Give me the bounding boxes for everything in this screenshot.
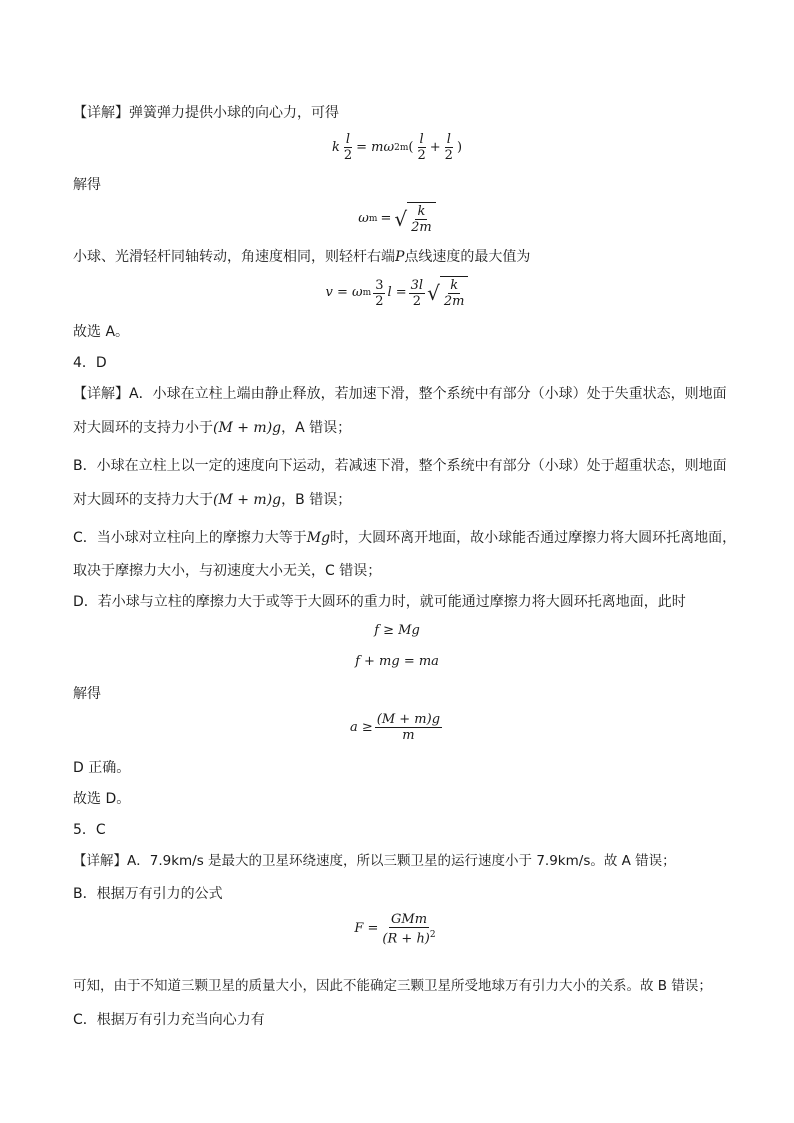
equation-friction: f ≥ Mg bbox=[374, 623, 420, 638]
equation-gravitation: F = $\frac{\text{GMm}}{(R + h)^2}$ bbox=[354, 912, 436, 947]
text-line: 解得 bbox=[73, 686, 101, 702]
text-line: 【详解】A．小球在立柱上端由静止释放，若加速下滑，整个系统中有部分（小球）处于失重状态，则地面 bbox=[73, 386, 727, 402]
text-line: B．根据万有引力的公式 bbox=[73, 886, 223, 902]
answer-number: 5．C bbox=[73, 822, 106, 838]
equation-omega: ω m = √ $\frac{k}{2m}$ bbox=[0, 202, 794, 236]
text-line: 对大圆环的支持力小于(M + m)g，A 错误； bbox=[73, 420, 352, 436]
text-line: 故选 A。 bbox=[73, 324, 130, 340]
equation-acceleration: a ≥ $\frac{(M + m)g}{m}$ bbox=[349, 712, 441, 743]
text-line: 解得 bbox=[73, 177, 101, 193]
text-line: 可知，由于不知道三颗卫星的质量大小，因此不能确定三颗卫星所受地球万有引力大小的关系。故 B 错误； bbox=[73, 978, 712, 994]
text-line: D 正确。 bbox=[73, 760, 131, 776]
text-line: 取决于摩擦力大小，与初速度大小无关，C 错误； bbox=[73, 563, 382, 579]
text-line: D．若小球与立柱的摩擦力大于或等于大圆环的重力时，就可能通过摩擦力将大圆环托离地面，此时 bbox=[73, 594, 686, 610]
text-line: 【详解】弹簧弹力提供小球的向心力，可得 bbox=[73, 105, 339, 121]
answer-number: 4．D bbox=[73, 355, 107, 371]
text-line: 对大圆环的支持力大于(M + m)g，B 错误； bbox=[73, 492, 352, 508]
text-line: 【详解】A．7.9km/s 是最大的卫星环绕速度，所以三颗卫星的运行速度小于 7.9km/s。故 A 错误； bbox=[73, 853, 676, 869]
text-line: C．根据万有引力充当向心力有 bbox=[73, 1012, 265, 1028]
text-line: C．当小球对立柱向上的摩擦力大等于Mg时，大圆环离开地面，故小球能否通过摩擦力将大圆环托离地面， bbox=[73, 530, 737, 546]
equation-spring-force: k $\frac{l}{2}$ = mω 2 m ( $\frac{l}{2}$ + $\frac{l}{2}$ ) bbox=[331, 132, 463, 163]
text-line: B．小球在立柱上以一定的速度向下运动，若减速下滑，整个系统中有部分（小球）处于超重状态，则地面 bbox=[73, 458, 727, 474]
text-line: 小球、光滑轻杆同轴转动，角速度相同，则轻杆右端P点线速度的最大值为 bbox=[73, 249, 531, 265]
equation-velocity: v = ω m $\frac{3}{2}$ l = $\frac{3l}{2}$ √ $\frac{k}{2m}$ bbox=[0, 276, 794, 310]
equation-newton: f + mg = ma bbox=[355, 654, 439, 669]
text-line: 故选 D。 bbox=[73, 791, 131, 807]
